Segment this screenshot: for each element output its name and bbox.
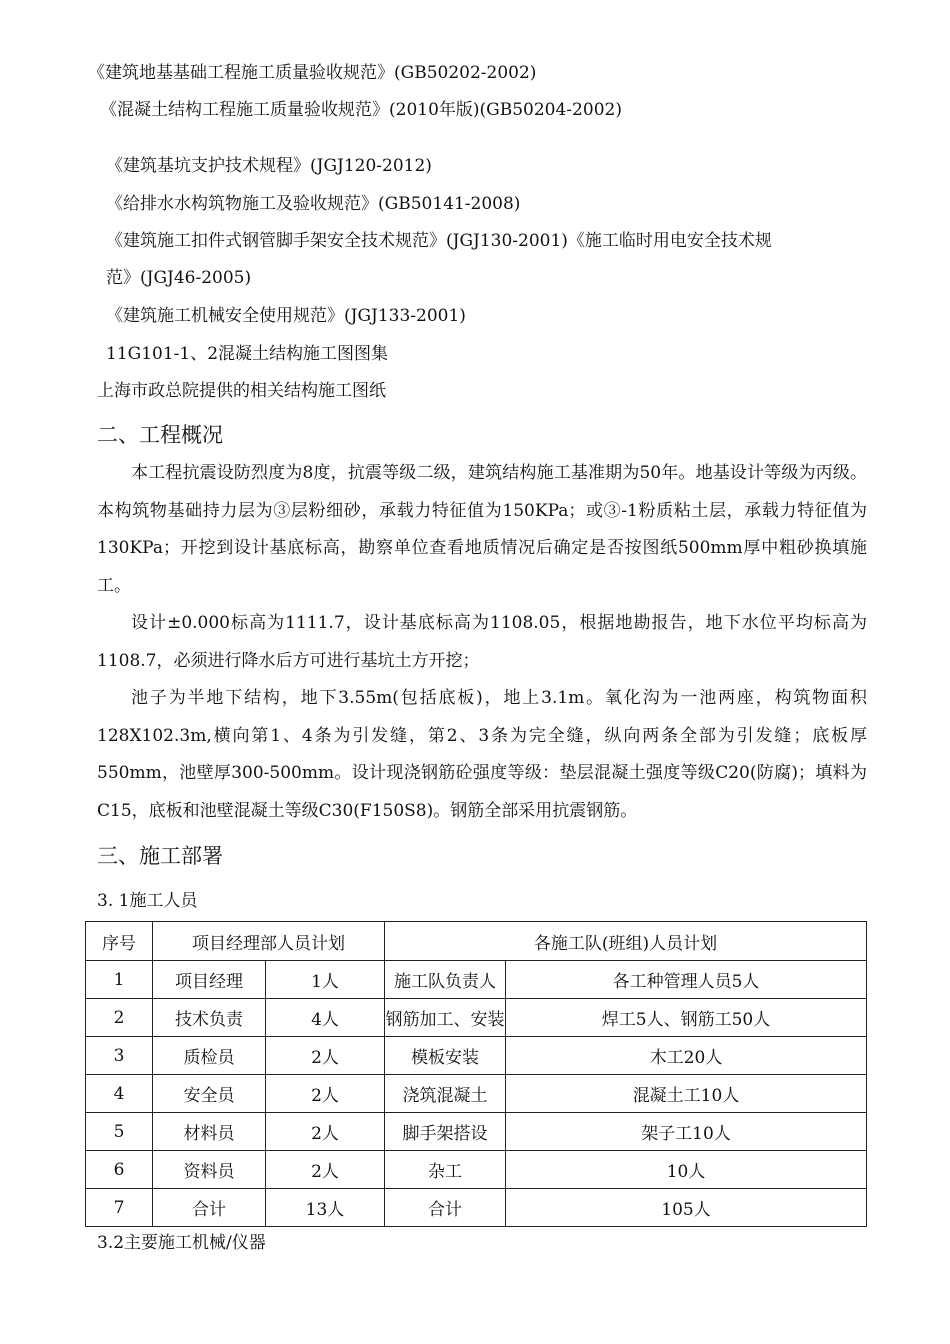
standard-line-3: 《建筑基坑支护技术规程》(JGJ120-2012) [106,156,432,176]
role-cell: 资料员 [153,1151,266,1189]
section-heading-overview: 二、工程概况 [97,423,223,447]
row-index: 1 [86,961,153,999]
row-index: 5 [86,1113,153,1151]
role-cell: 材料员 [153,1113,266,1151]
section-heading-deployment: 三、施工部署 [97,844,223,868]
team-cell: 杂工 [385,1151,506,1189]
subsection-machinery: 3.2主要施工机械/仪器 [97,1233,266,1253]
role-cell: 技术负责 [153,999,266,1037]
row-index: 7 [86,1189,153,1227]
row-index: 4 [86,1075,153,1113]
table-row [86,999,867,1037]
standard-line-9: 上海市政总院提供的相关结构施工图纸 [97,381,386,401]
standard-line-4: 《给排水水构筑物施工及验收规范》(GB50141-2008) [106,194,521,214]
role-cell: 安全员 [153,1075,266,1113]
team-staff-cell: 10人 [506,1151,867,1189]
table-row [86,961,867,999]
team-staff-cell: 各工种管理人员5人 [506,961,867,999]
team-cell: 钢筋加工、安装 [385,999,506,1037]
count-cell: 2人 [266,1037,385,1075]
overview-paragraph-1: 本工程抗震设防烈度为8度，抗震等级二级，建筑结构施工基准期为50年。地基设计等级为丙级。本构筑物基础持力层为③层粉细砂，承载力特征值为150KPa；或③-1粉质粘土层，承载力特征值为130KPa；开挖到设计基底标高，勘察单位查看地质情况后确定是否按图纸500mm厚中粗砂换填施工。 [97,463,867,596]
count-cell: 2人 [266,1151,385,1189]
count-cell: 4人 [266,999,385,1037]
role-cell: 质检员 [153,1037,266,1075]
standard-line-8: 11G101-1、2混凝土结构施工图图集 [106,344,389,364]
overview-paragraph-3: 池子为半地下结构，地下3.55m(包括底板)，地上3.1m。氧化沟为一池两座，构筑物面积128X102.3m,横向第1、4条为引发缝，第2、3条为完全缝，纵向两条全部为引发缝；底板厚550mm，池壁厚300-500mm。设计现浇钢筋砼强度等级：垫层混凝土强度等级C20(防腐)；填料为C15，底板和池壁混凝土等级C30(F150S8)。钢筋全部采用抗震钢筋。 [97,688,867,821]
table-row [86,1151,867,1189]
team-staff-cell: 木工20人 [506,1037,867,1075]
standard-line-5: 《建筑施工扣件式钢管脚手架安全技术规范》(JGJ130-2001)《施工临时用电安全技术规 [106,231,772,251]
staff-plan-table [85,921,867,1227]
subsection-staff: 3. 1施工人员 [97,891,198,911]
standard-line-1: 《建筑地基基础工程施工质量验收规范》(GB50202-2002) [88,63,537,83]
table-row [86,1075,867,1113]
row-index: 2 [86,999,153,1037]
role-cell: 项目经理 [153,961,266,999]
team-staff-cell: 混凝土工10人 [506,1075,867,1113]
team-cell: 脚手架搭设 [385,1113,506,1151]
team-cell: 浇筑混凝土 [385,1075,506,1113]
team-staff-cell: 105人 [506,1189,867,1227]
team-staff-cell: 架子工10人 [506,1113,867,1151]
row-index: 6 [86,1151,153,1189]
header-management: 项目经理部人员计划 [153,922,385,961]
table-row [86,1189,867,1227]
count-cell: 1人 [266,961,385,999]
table-row [86,1113,867,1151]
team-cell: 模板安装 [385,1037,506,1075]
count-cell: 13人 [266,1189,385,1227]
header-teams: 各施工队(班组)人员计划 [385,922,867,961]
table-header-row [86,922,867,961]
team-cell: 施工队负责人 [385,961,506,999]
count-cell: 2人 [266,1075,385,1113]
standard-line-7: 《建筑施工机械安全使用规范》(JGJ133-2001) [106,306,466,326]
header-index: 序号 [86,922,153,961]
row-index: 3 [86,1037,153,1075]
team-cell: 合计 [385,1189,506,1227]
table-row [86,1037,867,1075]
standard-line-2: 《混凝土结构工程施工质量验收规范》(2010年版)(GB50204-2002) [100,100,622,120]
count-cell: 2人 [266,1113,385,1151]
overview-paragraph-2: 设计±0.000标高为1111.7，设计基底标高为1108.05，根据地勘报告，地下水位平均标高为1108.7，必须进行降水后方可进行基坑土方开挖； [97,613,867,671]
standard-line-6: 范》(JGJ46-2005) [106,268,252,288]
team-staff-cell: 焊工5人、钢筋工50人 [506,999,867,1037]
role-cell: 合计 [153,1189,266,1227]
